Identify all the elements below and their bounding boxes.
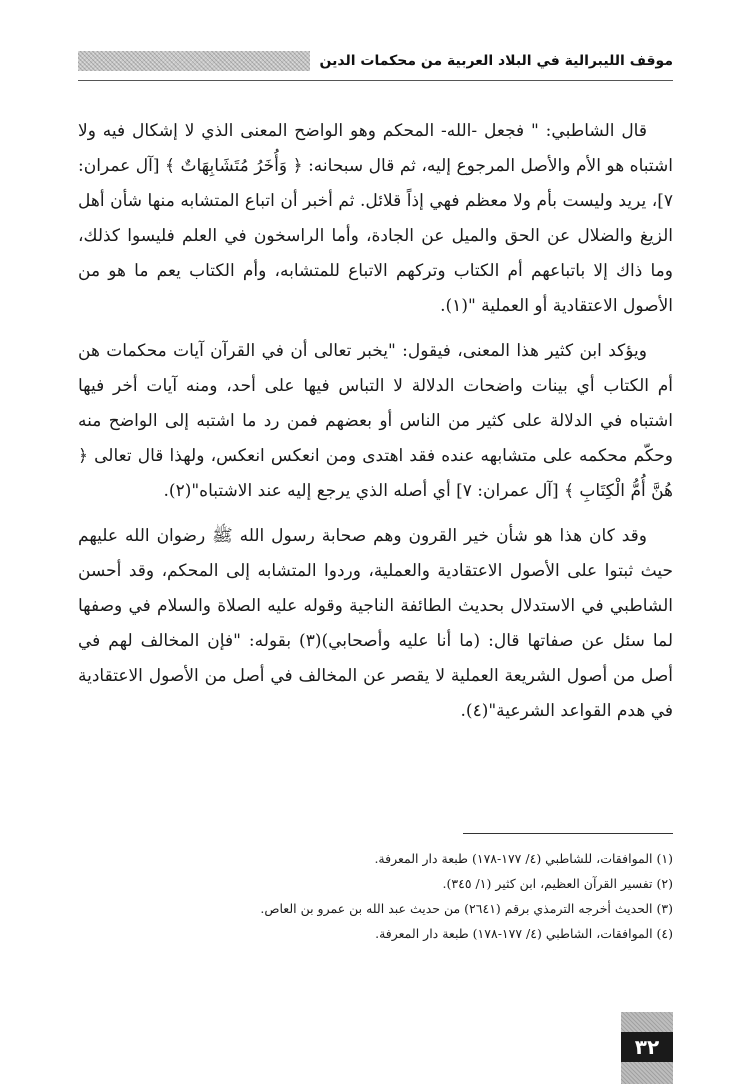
- footnote-2: (٢) تفسير القرآن العظيم، ابن كثير (١/ ٣٤٥).: [442, 876, 673, 891]
- paragraph-1: قال الشاطبي: " فجعل -الله- المحكم وهو الواضح المعنى الذي لا إشكال فيه ولا اشتباه هو الأم والأصل المرجوع إليه، ثم قال سبحانه: ﴿ وَأُخَرُ مُتَشَابِهَاتٌ ﴾ [آل عمران: ٧]، يريد وليست بأم ولا معظم فهي إذاً قلائل. ثم أخبر أن اتباع المتشابه منها شأن أهل الزيغ والضلال عن الحق والميل عن الجادة، وأما الراسخون في العلم فليسوا كذلك، وما ذاك إلا باتباعهم أم الكتاب وتركهم الاتباع للمتشابه، وأم الكتاب يعم ما هو من الأصول الاعتقادية أو العملية "(١).: [78, 121, 673, 316]
- paragraph-3: وقد كان هذا هو شأن خير القرون وهم صحابة رسول الله ﷺ رضوان الله عليهم حيث ثبتوا على الأصول الاعتقادية والعملية، وردوا المتشابه إلى المحكم، وقد أحسن الشاطبي في الاستدلال بحديث الطائفة الناجية وقوله عليه الصلاة والسلام في وصفها لما سئل عن صفاتها قال: (ما أنا عليه وأصحابي)(٣) بقوله: "فإن المخالف لهم في أصل من أصول الشريعة العملية لا يقصر عن المخالف في أصل من الأصول الاعتقادية في هدم القواعد الشرعية"(٤).: [78, 526, 674, 721]
- footnote-1: (١) الموافقات، للشاطبي (٤/ ١٧٧-١٧٨) طبعة دار المعرفة.: [374, 851, 673, 866]
- footnote-separator: [463, 833, 673, 834]
- footnote-4: (٤) الموافقات، الشاطبي (٤/ ١٧٧-١٧٨) طبعة دار المعرفة.: [375, 926, 673, 941]
- running-header: [78, 48, 673, 74]
- header-rule: [78, 80, 673, 81]
- page-number: ٣٢: [621, 1032, 673, 1062]
- running-header-title: موقف الليبرالية في البلاد العربية من محكمات الدين: [319, 53, 673, 69]
- main-text: [78, 114, 673, 739]
- header-texture-band: [78, 51, 310, 71]
- footnotes: [78, 846, 673, 946]
- paragraph-2: ويؤكد ابن كثير هذا المعنى، فيقول: "يخبر تعالى أن في القرآن آيات محكمات هن أم الكتاب أي بينات واضحات الدلالة لا التباس فيها على أحد، ومنه آيات أخر فيها اشتباه في الدلالة على كثير من الناس أو بعضهم فمن رد ما اشتبه إلى الواضح منه وحكّم محكمه على متشابهه عنده فقد اهتدى ومن انعكس انعكس، ولهذا قال تعالى ﴿ هُنَّ أُمُّ الْكِتَابِ ﴾ [آل عمران: ٧] أي أصله الذي يرجع إليه عند الاشتباه"(٢).: [78, 341, 673, 501]
- footnote-3: (٣) الحديث أخرجه الترمذي برقم (٢٦٤١) من حديث عبد الله بن عمرو بن العاص.: [260, 901, 673, 916]
